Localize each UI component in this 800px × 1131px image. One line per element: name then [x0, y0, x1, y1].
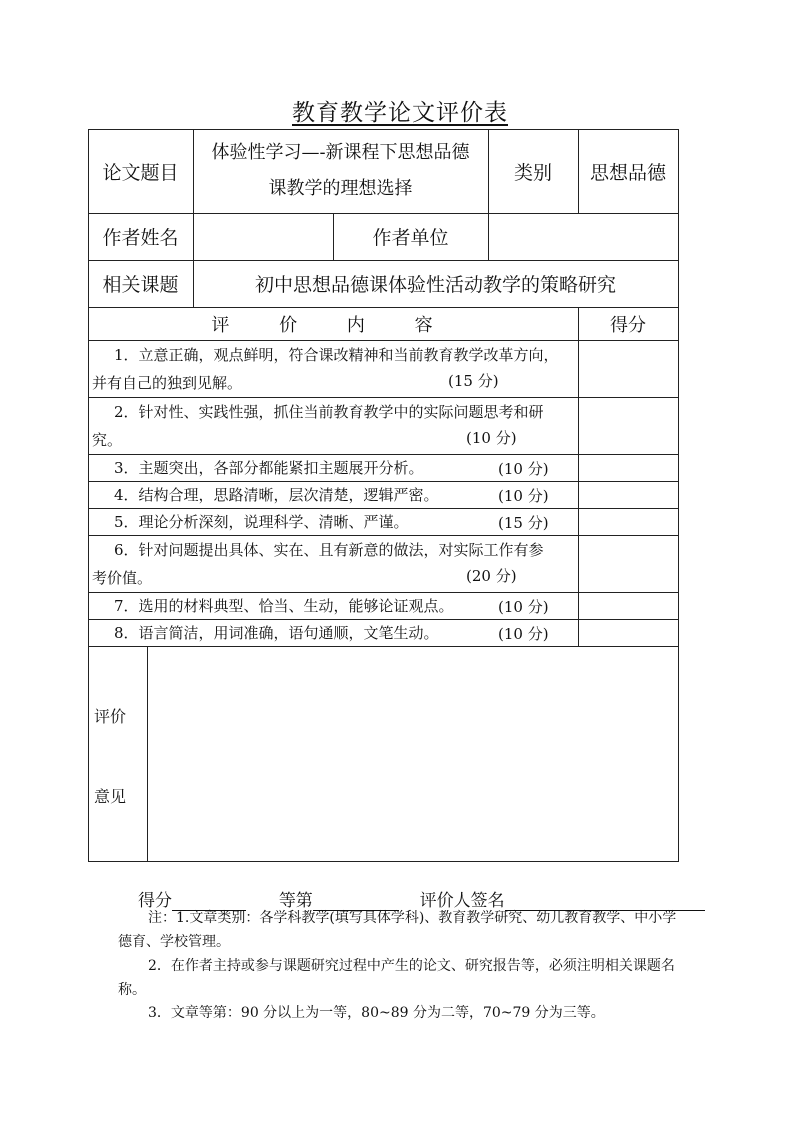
criterion-points: (10 分)	[498, 598, 549, 616]
criterion-text: 究。	[92, 431, 123, 449]
score-label: 得分	[138, 891, 172, 911]
note-2	[118, 954, 684, 1002]
criterion-points: (10 分)	[498, 625, 549, 643]
criterion-points: (10 分)	[498, 487, 549, 505]
opinion-input-area[interactable]	[148, 647, 678, 861]
category-label: 类别	[513, 161, 552, 184]
criterion-text: 6．针对问题提出具体、实在、且有新意的做法，对实际工作有参	[114, 541, 544, 559]
criterion-points: (10 分)	[498, 460, 549, 478]
author-name-label: 作者姓名	[102, 227, 179, 249]
author-unit-value[interactable]	[488, 213, 678, 260]
note-1	[118, 906, 684, 954]
criterion-text: 7．选用的材料典型、恰当、生动，能够论证观点。	[114, 597, 454, 615]
criterion-text: 考价值。	[92, 569, 153, 587]
score-header: 得分	[610, 314, 646, 336]
note-3	[118, 1001, 684, 1025]
criterion-text: 5．理论分析深刻，说理科学、清晰、严谨。	[114, 513, 409, 531]
col-divider	[578, 307, 579, 646]
criterion-points: (10 分)	[466, 429, 517, 447]
criterion-1	[92, 341, 578, 397]
grade-label: 等第	[278, 891, 313, 911]
criterion-text: 8．语言简洁，用词准确，语句通顺，文笔生动。	[114, 624, 439, 642]
category-value: 思想品德	[589, 161, 666, 184]
criterion-text: 2．针对性、实践性强，抓住当前教育教学中的实际问题思考和研	[114, 403, 544, 421]
criterion-text: 3．主题突出，各部分都能紧扣主题展开分析。	[114, 459, 424, 477]
paper-title-label: 论文题目	[102, 161, 179, 184]
criteria-content-header: 评 价 内 容	[211, 314, 455, 336]
criterion-text: 并有自己的独到见解。	[92, 374, 243, 392]
note-text: 称。	[118, 982, 146, 998]
topic-value: 初中思想品德课体验性活动教学的策略研究	[254, 274, 616, 296]
note-text: 3．文章等第：90 分以上为一等，80~89 分为二等，70~79 分为三等。	[148, 1005, 605, 1021]
criterion-text: 1．立意正确，观点鲜明，符合课改精神和当前教育教学改革方向，	[114, 346, 559, 364]
signature-label: 评价人签名	[419, 891, 505, 911]
note-text: 注：1.文章类别：各学科教学(填写具体学科)、教育教学研究、幼儿教育教学、中小学	[148, 910, 677, 926]
table-border-bottom	[88, 861, 679, 862]
author-unit-label: 作者单位	[372, 227, 449, 249]
topic-label: 相关课题	[102, 274, 179, 296]
paper-title-line: 课教学的理想选择	[268, 178, 413, 199]
paper-title-value	[193, 129, 488, 213]
opinion-label: 意见	[94, 787, 127, 806]
criterion-text: 4．结构合理，思路清晰，层次清楚，逻辑严密。	[114, 486, 439, 504]
page-title: 教育教学论文评价表	[292, 100, 508, 126]
table-border-right	[678, 129, 679, 862]
author-name-value[interactable]	[193, 213, 333, 260]
criterion-points: (15 分)	[448, 372, 499, 390]
note-text: 德育、学校管理。	[118, 934, 230, 950]
criterion-points: (20 分)	[466, 567, 517, 585]
paper-title-line: 体验性学习—-新课程下思想品德	[211, 142, 470, 163]
opinion-label: 评价	[94, 707, 127, 726]
note-text: 2．在作者主持或参与课题研究过程中产生的论文、研究报告等，必须注明相关课题名	[148, 958, 675, 974]
criterion-points: (15 分)	[498, 514, 549, 532]
